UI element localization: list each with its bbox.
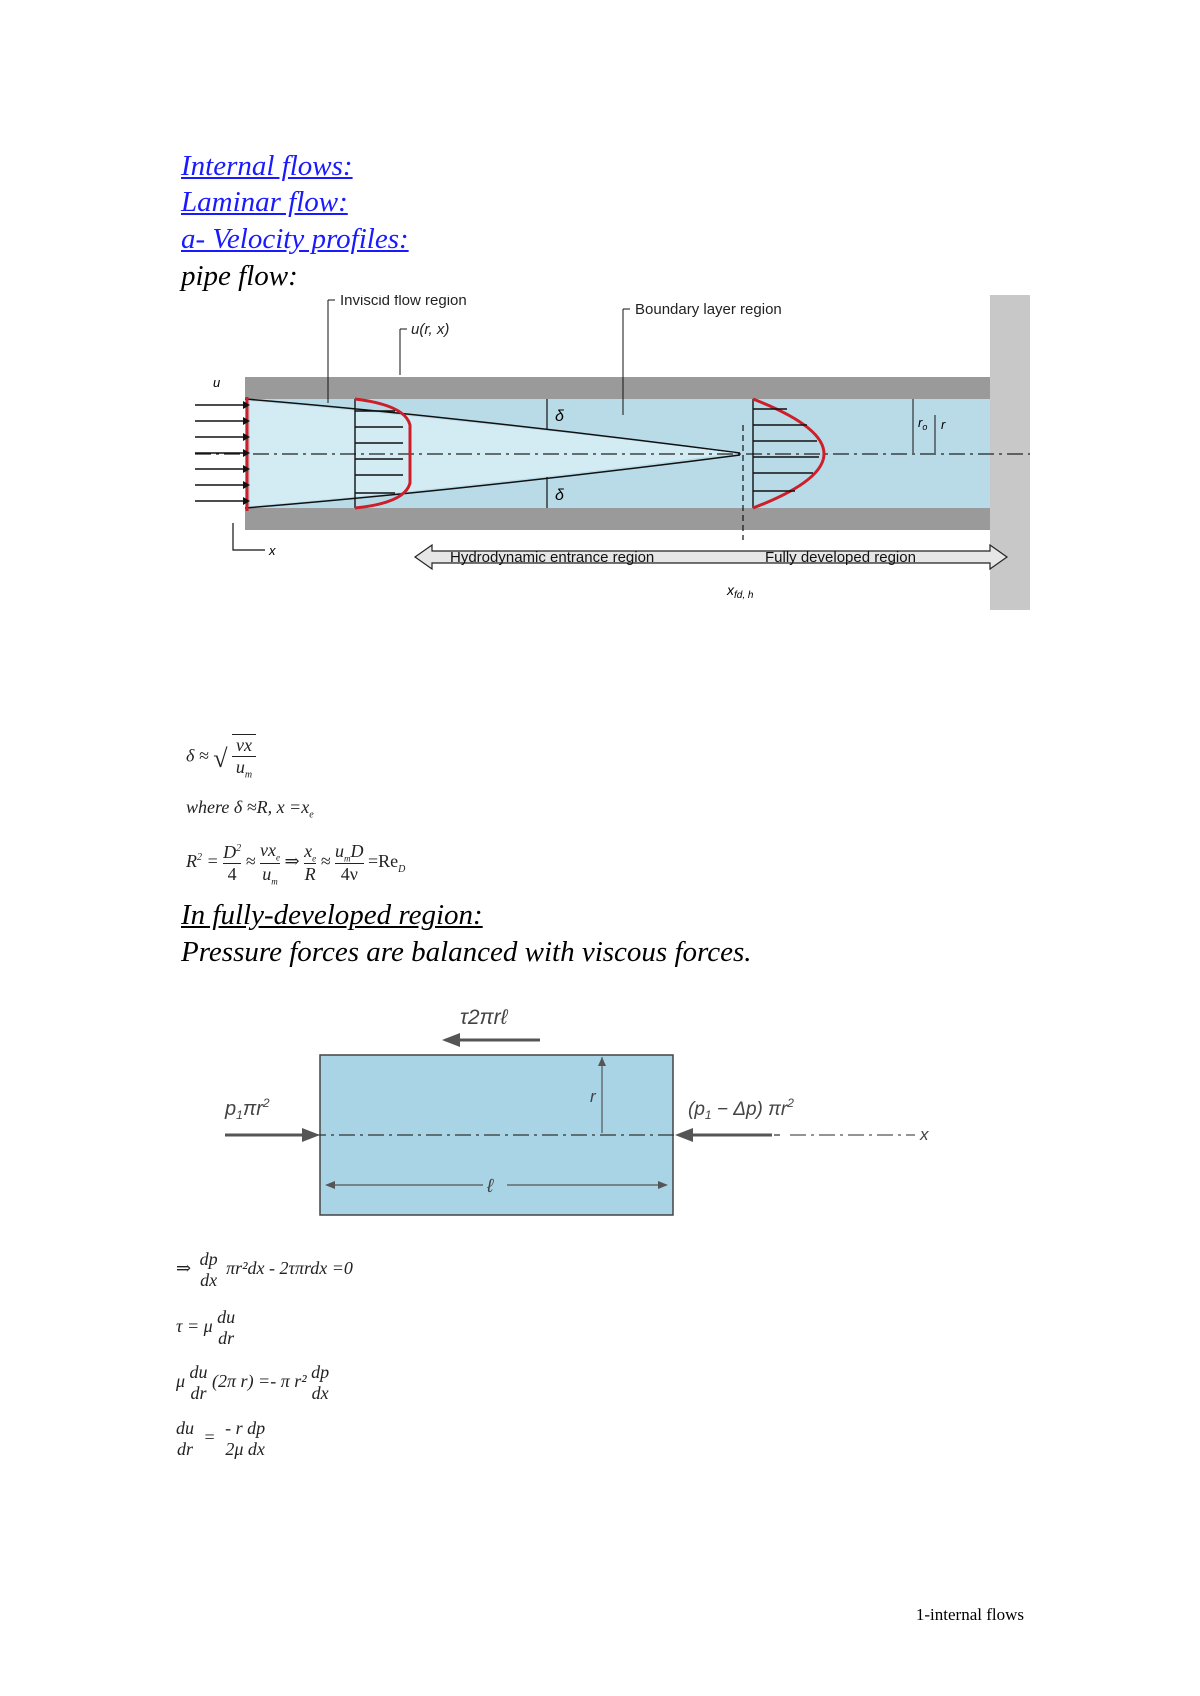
- page-footer: 1-internal flows: [915, 1605, 1024, 1624]
- xfd-label: $x_{fd, h}$: [727, 582, 754, 601]
- p2-arrowhead: [675, 1128, 693, 1142]
- velocity-leader: [400, 329, 407, 375]
- developed-region-label: Fully developed region: [765, 549, 916, 566]
- eq-shear-stress: τ = μ du dr: [176, 1307, 236, 1348]
- eq-entrance-length: $R^2$ = $\frac{D^2}{4}$ ≈ $\nu x_e$ $u_m$ ⇒ $\frac{x_e}{R}$ ≈ $u_mD$ 4ν $=Re_D$: [186, 840, 406, 887]
- velocity-label: u(r, x): [411, 321, 450, 338]
- delta-upper-label: δ: [555, 408, 564, 425]
- heading-internal-flows[interactable]: Internal flows:: [181, 150, 353, 182]
- inviscid-label: Inviscid flow region: [340, 295, 467, 309]
- pipe-lower-wall: [245, 508, 990, 530]
- p1-arrowhead: [302, 1128, 320, 1142]
- force-balance-figure: [220, 1000, 940, 1225]
- eq-delta: δ ≈ √ $\frac{\nu x}{u_m}$: [186, 734, 256, 781]
- p1-label: $p_1\pi r^2$: [225, 1096, 270, 1122]
- heading-laminar-flow[interactable]: Laminar flow:: [181, 186, 348, 218]
- eq-substitution: μ du dr (2π r) =- π r² dp dx: [176, 1362, 330, 1403]
- delta-lower-label: δ: [555, 487, 564, 504]
- heading-pressure-balance: Pressure forces are balanced with viscous forces.: [181, 936, 752, 968]
- pipe-flow-figure: [195, 295, 1030, 615]
- r0-label: $r_o$: [918, 415, 928, 432]
- heading-pipe-flow: pipe flow:: [181, 260, 298, 292]
- entrance-region-label: Hydrodynamic entrance region: [450, 549, 655, 566]
- radius-label: r: [590, 1087, 596, 1106]
- length-label: ℓ: [487, 1176, 494, 1197]
- shear-label: τ2πrℓ: [460, 1006, 508, 1029]
- pipe-upper-wall: [245, 377, 990, 399]
- boundary-label: Boundary layer region: [635, 301, 782, 318]
- p2-label: $(p_1 - \Delta p)$ $\pi r^2$: [688, 1096, 794, 1122]
- eq-force-balance: ⇒ dp dx πr²dx - 2τπrdx =0: [176, 1249, 353, 1290]
- eq-where: where δ ≈R, $x =x_e$: [186, 797, 314, 821]
- x-axis-label: x: [269, 543, 276, 558]
- eq-velocity-gradient: du dr = - r dp 2μ dx: [176, 1418, 266, 1459]
- shear-arrowhead: [442, 1033, 460, 1047]
- inlet-arrows: [195, 405, 243, 501]
- heading-fully-developed: In fully-developed region:: [181, 899, 483, 931]
- u-label: u: [213, 375, 221, 390]
- r-label: r: [941, 417, 946, 432]
- x-axis-label: x: [920, 1125, 929, 1144]
- heading-velocity-profiles[interactable]: a- Velocity profiles:: [181, 223, 409, 255]
